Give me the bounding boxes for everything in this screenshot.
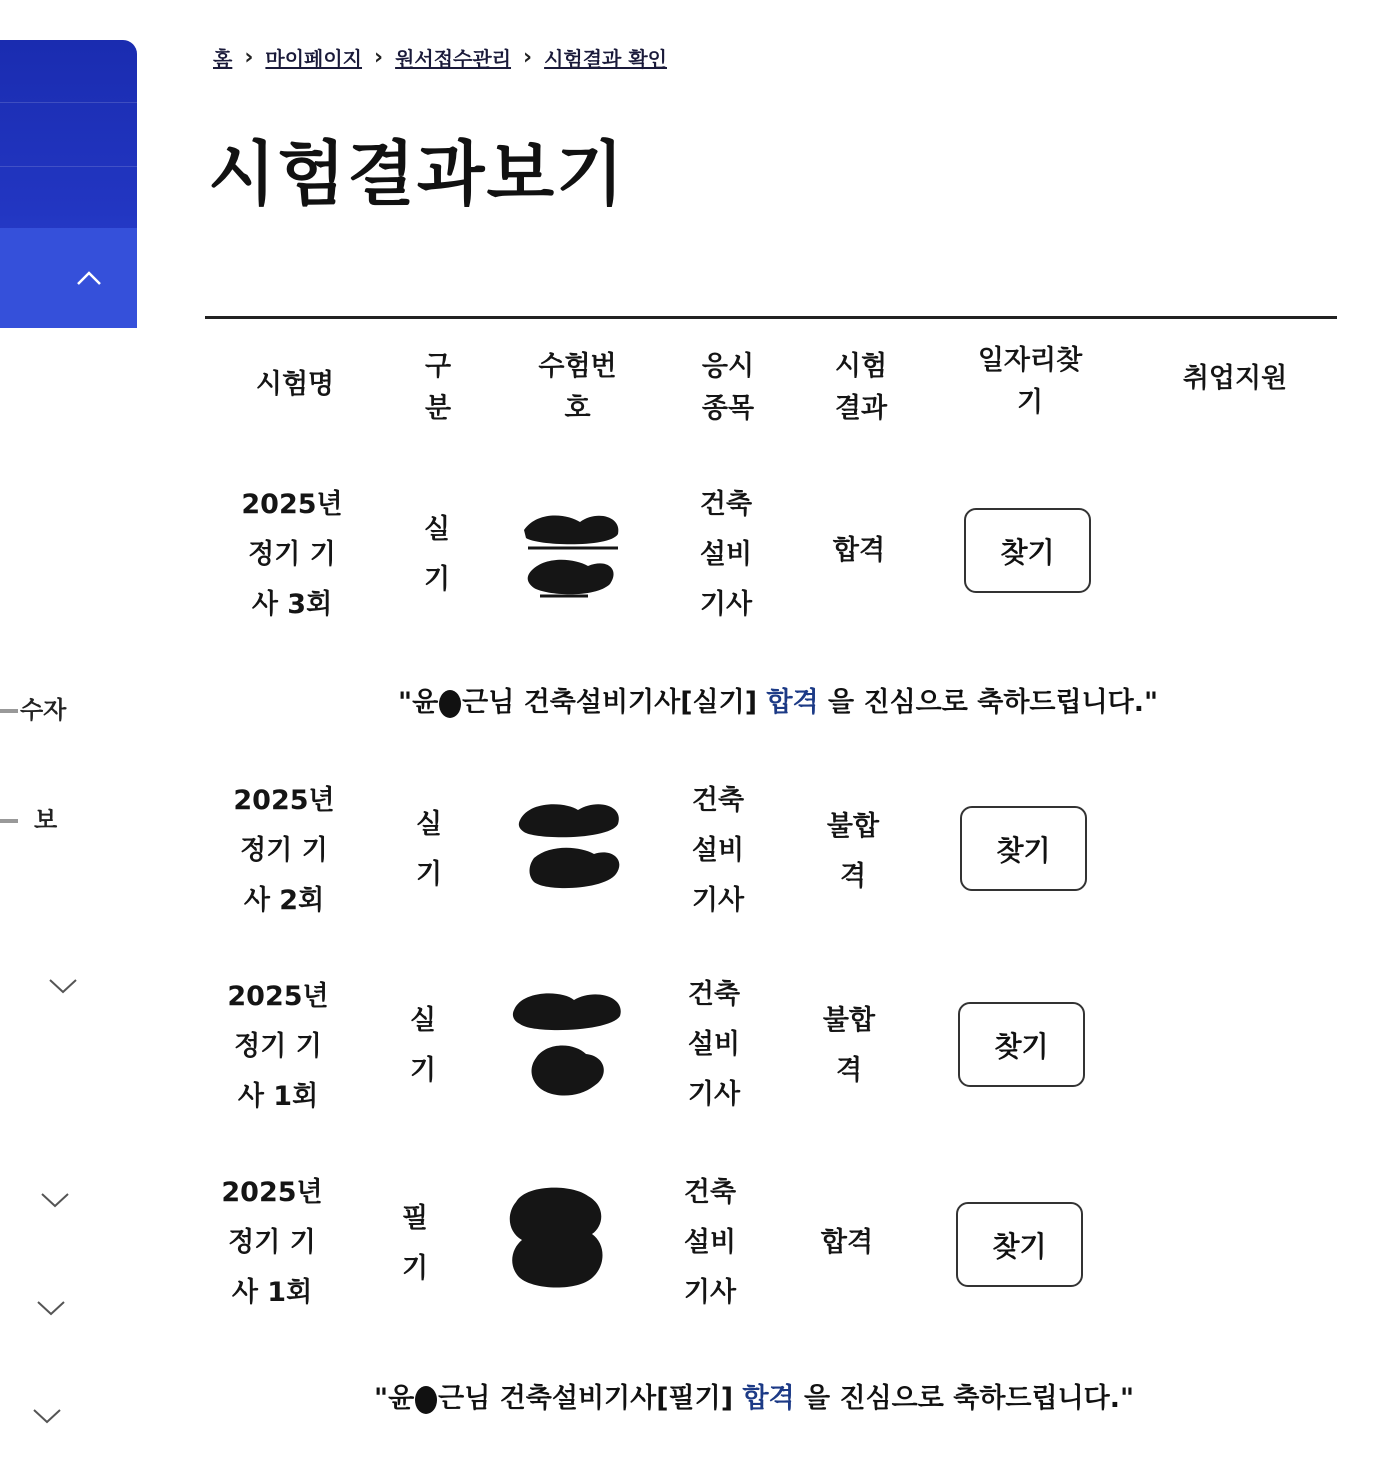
row-type: 필기 — [401, 1203, 429, 1284]
row-result: 불합격 — [826, 811, 880, 892]
breadcrumb-separator-icon: › — [374, 44, 384, 70]
row-exam-name: 2025년 정기 기사 2회 — [233, 785, 335, 916]
sidebar-marker — [0, 709, 18, 713]
header-exam-number: 수험번호 — [538, 351, 617, 424]
congrats-prefix: "윤 — [398, 687, 439, 718]
congrats-body: 근님 건축설비기사[필기] — [438, 1383, 743, 1414]
redacted-name-blot — [415, 1386, 437, 1414]
sidebar-divider — [0, 102, 137, 103]
job-search-button[interactable]: 찾기 — [964, 508, 1091, 593]
breadcrumb-mypage[interactable]: 마이페이지 — [265, 46, 363, 71]
header-result: 시험결과 — [834, 351, 888, 424]
chevron-down-icon[interactable] — [40, 1190, 70, 1210]
sidebar-item-label: 보 — [34, 806, 58, 834]
page-title: 시험결과보기 — [208, 133, 626, 215]
header-employment-support: 취업지원 — [1182, 363, 1288, 394]
chevron-down-icon[interactable] — [36, 1298, 66, 1318]
sidebar-item-2[interactable] — [0, 800, 57, 835]
header-type: 구분 — [424, 351, 452, 424]
breadcrumb-home[interactable]: 홈 — [213, 46, 233, 71]
breadcrumb-results[interactable]: 시험결과 확인 — [544, 46, 667, 71]
congrats-prefix: "윤 — [374, 1383, 415, 1414]
job-search-button[interactable]: 찾기 — [960, 806, 1087, 891]
row-exam-name: 2025년 정기 기사 3회 — [241, 489, 343, 620]
sidebar-item-label: 수자 — [20, 696, 67, 724]
row-subject: 건축설비기사 — [683, 1177, 737, 1308]
row-result: 합격 — [820, 1227, 874, 1258]
congrats-body: 근님 건축설비기사[실기] — [462, 687, 767, 718]
chevron-down-icon[interactable] — [48, 976, 78, 996]
job-search-button[interactable]: 찾기 — [956, 1202, 1083, 1287]
breadcrumb-separator-icon: › — [244, 44, 254, 70]
table-top-rule — [205, 316, 1337, 319]
congrats-tail: 을 진심으로 축하드립니다." — [794, 1383, 1135, 1414]
redacted-exam-number — [516, 798, 626, 896]
breadcrumb — [213, 42, 667, 72]
header-subject: 응시종목 — [701, 351, 755, 424]
row-subject: 건축설비기사 — [687, 979, 741, 1110]
header-exam-name: 시험명 — [255, 369, 335, 400]
congrats-pass-highlight: 합격 — [766, 687, 819, 718]
job-search-button[interactable]: 찾기 — [958, 1002, 1085, 1087]
congrats-message-practical — [398, 680, 1158, 719]
row-type: 실기 — [415, 809, 443, 890]
row-exam-name: 2025년 정기 기사 1회 — [221, 1177, 323, 1308]
header-job-search: 일자리찾기 — [977, 345, 1083, 418]
sidebar-active-section[interactable] — [0, 228, 137, 328]
sidebar-divider — [0, 166, 137, 167]
congrats-pass-highlight: 합격 — [742, 1383, 795, 1414]
row-subject: 건축설비기사 — [691, 785, 745, 916]
sidebar-item-1[interactable] — [0, 690, 66, 725]
sidebar-marker — [0, 819, 18, 823]
redacted-name-blot — [439, 690, 461, 718]
row-exam-name: 2025년 정기 기사 1회 — [227, 981, 329, 1112]
chevron-up-icon[interactable] — [76, 268, 102, 288]
chevron-down-icon[interactable] — [32, 1406, 62, 1426]
congrats-message-written — [374, 1376, 1134, 1415]
redacted-exam-number — [518, 508, 626, 608]
row-subject: 건축설비기사 — [699, 489, 753, 620]
redacted-exam-number — [510, 986, 628, 1106]
redacted-exam-number — [502, 1182, 612, 1292]
breadcrumb-separator-icon: › — [523, 44, 533, 70]
row-type: 실기 — [423, 514, 451, 595]
row-type: 실기 — [409, 1005, 437, 1086]
sidebar-panel — [0, 40, 137, 328]
congrats-tail: 을 진심으로 축하드립니다." — [818, 687, 1159, 718]
row-result: 합격 — [832, 535, 886, 566]
breadcrumb-application[interactable]: 원서접수관리 — [395, 46, 512, 71]
row-result: 불합격 — [822, 1005, 876, 1086]
